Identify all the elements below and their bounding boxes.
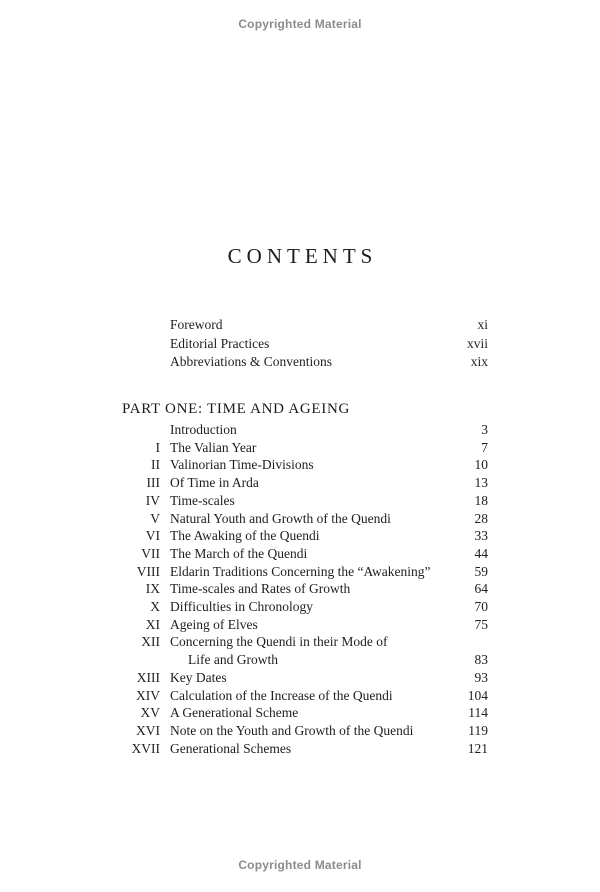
toc-entry-page: 104 [467, 687, 488, 703]
toc-entry-title-wrap [160, 492, 460, 510]
toc-entry-row [122, 545, 488, 563]
toc-entry-title-wrap [160, 421, 460, 439]
front-matter-title: Editorial Practices [170, 335, 270, 351]
toc-entry-row [122, 669, 488, 687]
toc-entry-list [122, 421, 488, 757]
toc-entry-page: 75 [474, 616, 488, 632]
toc-entry-row [122, 510, 488, 528]
toc-entry-number: VIII [136, 563, 160, 579]
front-matter-row [122, 316, 488, 335]
toc-entry-page: 119 [468, 722, 488, 738]
toc-entry-row [122, 687, 488, 705]
toc-entry-number: XVII [131, 740, 160, 756]
toc-entry-page: 33 [474, 528, 488, 544]
toc-entry-title: Note on the Youth and Growth of the Quendi [170, 722, 414, 738]
toc-entry-number: XIII [136, 669, 160, 685]
toc-entry-page: 18 [474, 492, 488, 508]
toc-entry-row [122, 704, 488, 722]
toc-entry-title: Introduction [170, 422, 237, 437]
toc-entry-title-wrap [160, 474, 460, 492]
toc-entry-title: Valinorian Time-Divisions [170, 457, 314, 473]
toc-entry-page: 13 [474, 475, 488, 491]
toc-entry-title-wrap [160, 704, 460, 722]
toc-entry-title: Time-scales [170, 492, 235, 508]
toc-entry-row [122, 616, 488, 634]
toc-entry-title: Of Time in Arda [170, 475, 259, 491]
toc-entry-number: XV [140, 705, 160, 721]
front-matter-page: xix [470, 354, 488, 369]
front-matter-row [122, 353, 488, 372]
toc-entry-title-wrap [160, 633, 460, 668]
toc-entry-row [122, 633, 488, 668]
front-matter-title: Foreword [170, 317, 223, 332]
toc-entry-title: The Valian Year [170, 439, 257, 455]
front-matter-title: Abbreviations & Conventions [170, 354, 332, 369]
toc-entry-title: A Generational Scheme [170, 705, 299, 721]
toc-entry-row [122, 456, 488, 474]
toc-entry-number: VII [141, 545, 160, 561]
toc-entry-page: 28 [474, 510, 488, 526]
toc-entry-page: 114 [468, 705, 488, 721]
toc-entry-page: 70 [474, 599, 488, 615]
toc-entry-title: Difficulties in Chronology [170, 599, 313, 615]
toc-entry-title-wrap [160, 687, 460, 705]
toc-entry-title: Natural Youth and Growth of the Quendi [170, 510, 391, 526]
toc-entry-title: Concerning the Quendi in their Mode of [170, 634, 388, 650]
toc-entry-title-wrap [160, 598, 460, 616]
toc-entry-row [122, 580, 488, 598]
toc-entry-page: 7 [481, 439, 488, 455]
toc-entry-number: X [150, 599, 160, 615]
toc-entry-title: Eldarin Traditions Concerning the “Awakening” [170, 563, 431, 579]
toc-entry-row [122, 598, 488, 616]
toc-entry-row [122, 439, 488, 457]
toc-entry-title-wrap [160, 616, 460, 634]
toc-entry-title: Time-scales and Rates of Growth [170, 581, 351, 597]
toc-entry-title-wrap [160, 722, 460, 740]
toc-entry-title-wrap [160, 563, 460, 581]
toc-entry-title-wrap [160, 439, 460, 457]
toc-entry-number: IX [145, 581, 160, 597]
toc-entry-row [122, 474, 488, 492]
toc-entry-row [122, 722, 488, 740]
toc-entry-title-wrap [160, 740, 460, 758]
toc-entry-row [122, 563, 488, 581]
toc-entry-title: Key Dates [170, 669, 227, 685]
toc-entry-number: XIV [136, 687, 160, 703]
part-one-heading: PART ONE: TIME AND AGEING [122, 401, 351, 417]
front-matter-page: xvii [466, 335, 488, 351]
toc-entry-number: XVI [136, 722, 160, 738]
toc-entry-page: 64 [474, 581, 488, 597]
toc-entry-number: I [155, 439, 160, 455]
toc-entry-page: 121 [467, 740, 488, 756]
toc-entry-title: The March of the Quendi [170, 545, 308, 561]
toc-entry-title-wrap [160, 545, 460, 563]
copyright-watermark-top: Copyrighted Material [238, 17, 362, 31]
toc-entry-title-line2: Life and Growth [188, 652, 278, 668]
toc-entry-number: VI [145, 528, 160, 544]
toc-entry-number: III [146, 475, 160, 491]
toc-entry-row [122, 740, 488, 758]
toc-entry-page: 93 [474, 669, 488, 685]
toc-entry-number: XII [141, 634, 160, 650]
toc-entry-title: Ageing of Elves [170, 616, 258, 632]
toc-entry-row [122, 492, 488, 510]
toc-entry-page: 10 [474, 457, 488, 473]
toc-entry-title: Generational Schemes [170, 740, 292, 756]
toc-entry-title: Calculation of the Increase of the Quendi [170, 687, 393, 703]
toc-entry-title-wrap [160, 669, 460, 687]
toc-entry-title: The Awaking of the Quendi [170, 528, 320, 544]
toc-entry-number: V [150, 510, 160, 526]
toc-entry-title-wrap [160, 527, 460, 545]
toc-entry-page: 83 [474, 652, 488, 668]
page-title: CONTENTS [227, 244, 378, 268]
toc-entry-row [122, 527, 488, 545]
toc-entry-title-wrap [160, 456, 460, 474]
toc-entry-number: II [151, 457, 160, 473]
toc-entry-title-wrap [160, 580, 460, 598]
toc-entry-title-wrap [160, 510, 460, 528]
toc-entry-row [122, 421, 488, 439]
toc-entry-number: XI [145, 616, 160, 632]
front-matter-row [122, 335, 488, 354]
front-matter-list [122, 316, 488, 372]
front-matter-page: xi [477, 317, 488, 332]
toc-entry-page: 59 [474, 563, 488, 579]
copyright-watermark-bottom: Copyrighted Material [238, 858, 362, 872]
toc-entry-page: 44 [474, 545, 488, 561]
toc-entry-page: 3 [481, 422, 488, 437]
toc-entry-number: IV [145, 492, 160, 508]
